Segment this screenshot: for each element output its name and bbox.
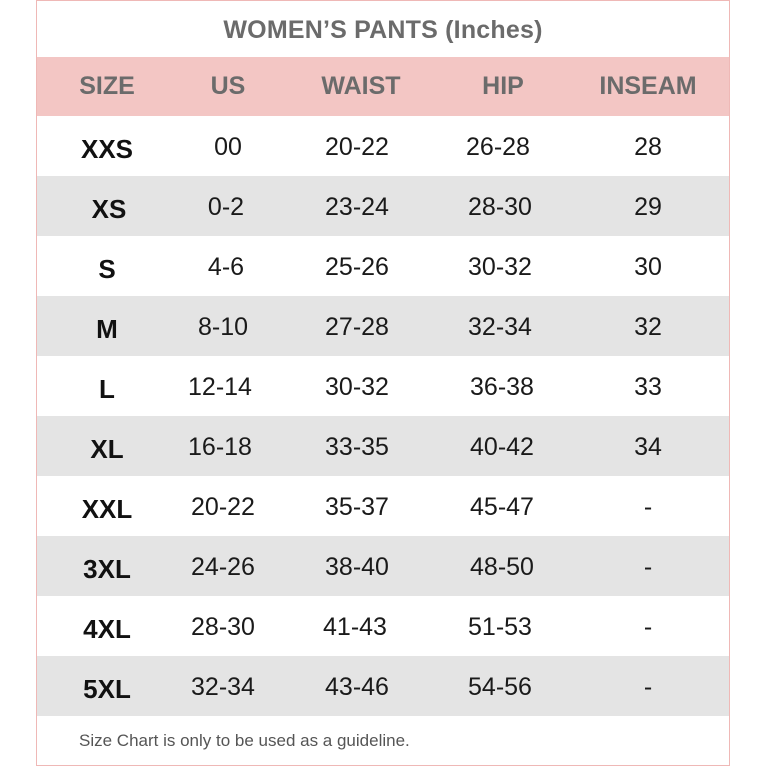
size-cell: XXL: [81, 494, 133, 524]
inseam-cell: 29: [634, 193, 662, 221]
waist-cell: 25-26: [325, 253, 389, 281]
inseam-cell: -: [643, 673, 653, 701]
waist-cell: 35-37: [325, 493, 389, 521]
table-row: [37, 656, 729, 716]
us-cell: 00: [214, 133, 242, 161]
table-row: [37, 476, 729, 536]
us-cell: 12-14: [188, 373, 252, 401]
us-cell: 28-30: [191, 613, 255, 641]
header-size: SIZE: [79, 72, 135, 100]
table-row: [37, 536, 729, 596]
waist-cell: 30-32: [325, 373, 389, 401]
inseam-cell: -: [643, 553, 653, 581]
size-cell: 5XL: [83, 674, 131, 704]
waist-cell: 20-22: [325, 133, 389, 161]
table-row: [37, 116, 729, 176]
hip-cell: 36-38: [470, 373, 534, 401]
table-row: [37, 236, 729, 296]
header-waist: WAIST: [321, 72, 401, 100]
header-hip: HIP: [482, 72, 524, 100]
table-row: [37, 176, 729, 236]
table-row: [37, 356, 729, 416]
table-header: [37, 57, 729, 116]
waist-cell: 38-40: [325, 553, 389, 581]
hip-cell: 28-30: [468, 193, 532, 221]
table-row: [37, 416, 729, 476]
size-cell: L: [99, 374, 115, 404]
size-cell: M: [96, 314, 118, 344]
us-cell: 4-6: [207, 253, 245, 281]
inseam-cell: 28: [634, 133, 662, 161]
us-cell: 20-22: [191, 493, 255, 521]
hip-cell: 45-47: [470, 493, 534, 521]
size-cell: 4XL: [83, 614, 131, 644]
size-cell: XS: [91, 194, 127, 224]
header-us: US: [210, 72, 246, 100]
waist-cell: 41-43: [323, 613, 387, 641]
size-cell: 3XL: [83, 554, 131, 584]
inseam-cell: 30: [634, 253, 662, 281]
table-row: [37, 596, 729, 656]
us-cell: 16-18: [188, 433, 252, 461]
hip-cell: 48-50: [470, 553, 534, 581]
inseam-cell: -: [643, 493, 653, 521]
inseam-cell: 34: [634, 433, 662, 461]
inseam-cell: 32: [634, 313, 662, 341]
size-cell: XL: [90, 434, 124, 464]
waist-cell: 43-46: [325, 673, 389, 701]
size-chart: [36, 0, 730, 766]
hip-cell: 30-32: [468, 253, 532, 281]
hip-cell: 51-53: [468, 613, 532, 641]
header-inseam: INSEAM: [599, 72, 697, 100]
inseam-cell: 33: [634, 373, 662, 401]
hip-cell: 54-56: [468, 673, 532, 701]
us-cell: 0-2: [207, 193, 245, 221]
hip-cell: 40-42: [470, 433, 534, 461]
us-cell: 8-10: [197, 313, 249, 341]
us-cell: 24-26: [191, 553, 255, 581]
guideline-note: Size Chart is only to be used as a guideline.: [79, 731, 410, 750]
hip-cell: 26-28: [466, 133, 530, 161]
table-row: [37, 296, 729, 356]
size-cell: XXS: [80, 134, 134, 164]
waist-cell: 27-28: [325, 313, 389, 341]
hip-cell: 32-34: [468, 313, 532, 341]
inseam-cell: -: [643, 613, 653, 641]
waist-cell: 23-24: [325, 193, 389, 221]
size-cell: S: [98, 254, 116, 284]
table-body: [37, 116, 729, 716]
chart-title: WOMEN’S PANTS (Inches): [223, 16, 543, 44]
us-cell: 32-34: [191, 673, 255, 701]
waist-cell: 33-35: [325, 433, 389, 461]
